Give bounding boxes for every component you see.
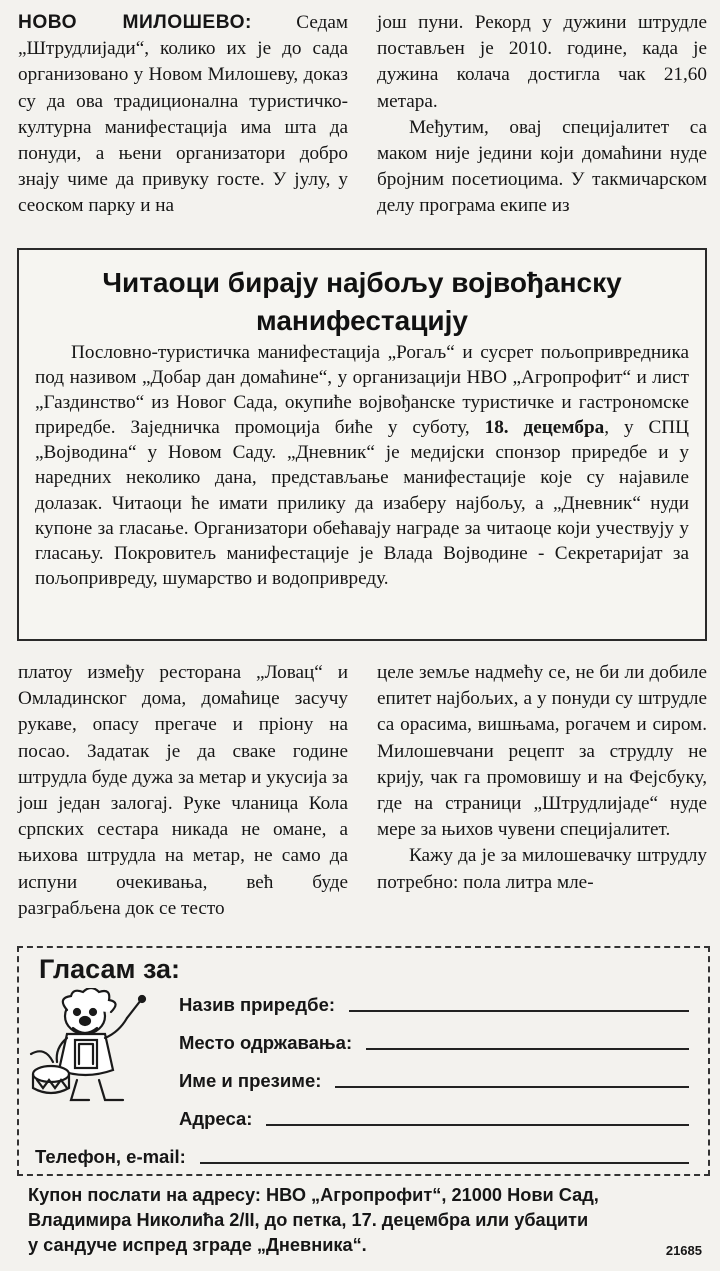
fill-line[interactable] bbox=[335, 1086, 689, 1088]
field-address[interactable] bbox=[179, 1108, 689, 1130]
field-phone-email[interactable] bbox=[35, 1146, 689, 1168]
clown-drummer-icon bbox=[27, 988, 157, 1108]
box-text-part: , у СПЦ „Војводина“ у Новом Саду. „Дневник“ је медијски спонзор приредбе и у наредних неколико дана, представљање манифестације које су најавиле долазак. Читаоци ће имати прилику да изаберу најбољу, а „Дневник“ нуди купоне за гласање. Организатори обећавају награде за читаоце који учествују у гласању. Покровитељ манифестације је Влада Војводине - Секретаријат за пољопривреду, шумарство и водопривреду. bbox=[35, 417, 690, 589]
coupon-instructions bbox=[28, 1183, 698, 1258]
field-label: Адреса: bbox=[179, 1108, 253, 1129]
field-full-name[interactable] bbox=[179, 1070, 689, 1092]
box-headline: Читаоци бирају најбољу војвођанску манифестацију bbox=[102, 267, 622, 336]
field-label: Место одржавања: bbox=[179, 1032, 353, 1053]
article-paragraph: целе земље надмећу се, не би ли добиле епитет најбољих, а у понуди су штрудле са орасима, вишњама, рогачем и сиром. Милошевчани рецепт за струдлу не крију, чак га промовишу и на Фејсбуку, где на страници „Штрудлијаде“ нуде мере за њихов чувени специјалитет. bbox=[377, 662, 707, 841]
voting-coupon bbox=[17, 946, 710, 1176]
field-label: Назив приредбе: bbox=[179, 994, 336, 1015]
field-venue[interactable] bbox=[179, 1032, 689, 1054]
fill-line[interactable] bbox=[349, 1010, 689, 1012]
box-text bbox=[35, 340, 689, 591]
readers-choice-box bbox=[17, 248, 707, 641]
fill-line[interactable] bbox=[200, 1162, 689, 1164]
coupon-title: Гласам за: bbox=[39, 954, 181, 984]
dateline-place: НОВО МИЛОШЕВО: bbox=[18, 12, 252, 33]
instructions-line: у сандуче испред зграде „Дневника“. bbox=[28, 1235, 367, 1255]
box-bold-date: 18. децембра bbox=[484, 417, 605, 439]
article-text: Седам „Штрудлијади“, колико их је до сада организовано у Новом Милошеву, доказ су да ова традиционална туристичко-културна манифестација има шта да понуди, а њени организатори добро знају чиме да привуку госте. У јулу, у сеоском парку и на bbox=[18, 12, 348, 217]
article-column-bottom-right bbox=[377, 660, 707, 896]
article-paragraph: платоу између ресторана „Ловац“ и Омладинског дома, домаћице засучу рукаве, опасу прегаче и пріону на посао. Задатак је да сваке године штрудла буде дужа за метар и укусија за још један залогај. Руке чланица Кола српских сестара никада не омане, а њихова штрудла на метар, не само да испуни очекивања, већ буде разграбљена док се тесто bbox=[18, 662, 348, 919]
field-label: Телефон, e-mail: bbox=[35, 1146, 186, 1167]
field-label: Име и презиме: bbox=[179, 1070, 322, 1091]
article-column-bottom-left bbox=[18, 660, 348, 922]
coupon-code: 21685 bbox=[665, 1243, 702, 1258]
field-event-name[interactable] bbox=[179, 994, 689, 1016]
fill-line[interactable] bbox=[266, 1124, 689, 1126]
article-paragraph: Међутим, овај специјалитет са маком није једини који домаћини нуде бројним посетиоцима. У такмичарском делу програма екипе из bbox=[377, 116, 707, 217]
article-column-top-right bbox=[377, 10, 707, 220]
article-paragraph: Кажу да је за милошевачку штрудлу потребно: пола литра мле- bbox=[377, 845, 707, 893]
article-paragraph: још пуни. Рекорд у дужини штрудле постављен је 2010. године, када је дужина колача достигла чак 21,60 метара. bbox=[377, 12, 707, 112]
instructions-line: Владимира Николића 2/II, до петка, 17. децембра или убацити bbox=[28, 1210, 589, 1230]
article-column-top-left bbox=[18, 10, 348, 220]
fill-line[interactable] bbox=[366, 1048, 689, 1050]
box-text-part: Пословно-туристичка манифестација „Рогаљ“ и сусрет пољопривредника под називом „Добар дан домаћине“, у организацији НВО „Агропрофит“ и лист „Газдинство“ из Новог Сада, окупиће војвођанске туристичке и гастрономске приредбе. Заједничка промоција биће у суботу, bbox=[35, 342, 689, 439]
instructions-line: Купон послати на адресу: НВО „Агропрофит“, 21000 Нови Сад, bbox=[28, 1185, 599, 1205]
